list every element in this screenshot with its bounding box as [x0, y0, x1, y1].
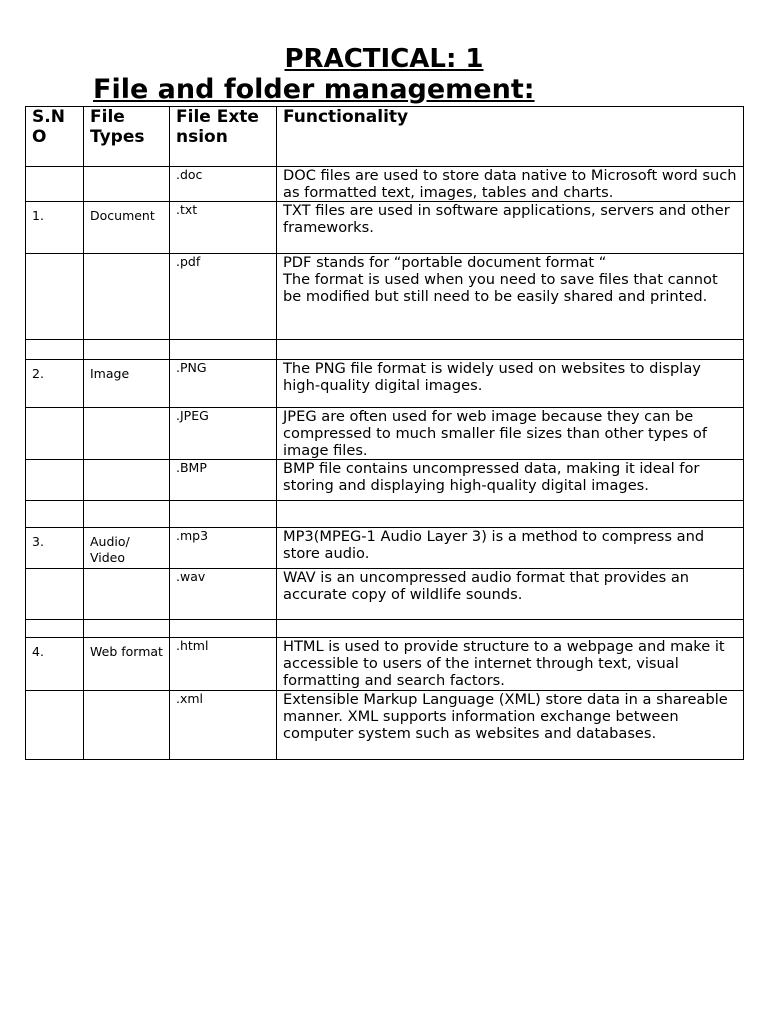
cell-extension: .html	[170, 638, 277, 691]
cell-functionality: HTML is used to provide structure to a webpage and make it accessible to users of the internet through text, visual formatting and search factors.	[277, 638, 744, 691]
table-spacer-row	[26, 340, 744, 360]
cell-file-type	[84, 408, 170, 460]
cell-file-type: Web format	[84, 638, 170, 691]
cell-file-type	[84, 569, 170, 620]
table-row	[26, 408, 744, 460]
cell-functionality: DOC files are used to store data native to Microsoft word such as formatted text, images, tables and charts.	[277, 167, 744, 202]
page-title: PRACTICAL: 1	[284, 44, 484, 74]
cell-functionality: WAV is an uncompressed audio format that provides an accurate copy of wildlife sounds.	[277, 569, 744, 620]
cell-file-type: Document	[84, 202, 170, 254]
cell-functionality: Extensible Markup Language (XML) store data in a shareable manner. XML supports information exchange between computer system such as websites and databases.	[277, 691, 744, 760]
cell-file-type	[84, 254, 170, 340]
cell-sno	[26, 254, 84, 340]
cell-extension	[170, 501, 277, 528]
table-row	[26, 254, 744, 340]
cell-functionality: The PNG file format is widely used on websites to display high-quality digital images.	[277, 360, 744, 408]
cell-extension	[170, 620, 277, 638]
cell-sno	[26, 408, 84, 460]
cell-extension: .doc	[170, 167, 277, 202]
table-header-row	[26, 107, 744, 167]
header-functionality: Functionality	[277, 107, 744, 167]
cell-sno	[26, 691, 84, 760]
header-file-types: File Types	[84, 107, 170, 167]
cell-extension: .pdf	[170, 254, 277, 340]
cell-sno: 4.	[26, 638, 84, 691]
cell-sno	[26, 501, 84, 528]
table-row	[26, 569, 744, 620]
cell-extension	[170, 340, 277, 360]
cell-file-type	[84, 691, 170, 760]
cell-sno: 1.	[26, 202, 84, 254]
table-row	[26, 202, 744, 254]
cell-extension: .wav	[170, 569, 277, 620]
cell-extension: .txt	[170, 202, 277, 254]
table-row	[26, 360, 744, 408]
cell-file-type	[84, 460, 170, 501]
cell-sno	[26, 569, 84, 620]
cell-file-type: Audio/ Video	[84, 528, 170, 569]
table-row	[26, 638, 744, 691]
cell-sno	[26, 167, 84, 202]
cell-sno	[26, 620, 84, 638]
cell-extension: .PNG	[170, 360, 277, 408]
table-row	[26, 528, 744, 569]
cell-extension: .BMP	[170, 460, 277, 501]
cell-sno	[26, 340, 84, 360]
cell-file-type	[84, 167, 170, 202]
cell-file-type	[84, 501, 170, 528]
cell-sno: 3.	[26, 528, 84, 569]
cell-sno	[26, 460, 84, 501]
cell-file-type	[84, 620, 170, 638]
table-spacer-row	[26, 620, 744, 638]
cell-functionality: BMP file contains uncompressed data, making it ideal for storing and displaying high-quality digital images.	[277, 460, 744, 501]
header-sno: S.NO	[26, 107, 84, 167]
cell-file-type: Image	[84, 360, 170, 408]
cell-extension: .mp3	[170, 528, 277, 569]
cell-sno: 2.	[26, 360, 84, 408]
cell-functionality: PDF stands for “portable document format “ The format is used when you need to save files that cannot be modified but still need to be easily shared and printed.	[277, 254, 744, 340]
cell-functionality: MP3(MPEG-1 Audio Layer 3) is a method to compress and store audio.	[277, 528, 744, 569]
cell-functionality	[277, 340, 744, 360]
table-row	[26, 167, 744, 202]
cell-functionality: JPEG are often used for web image because they can be compressed to much smaller file sizes than other types of image files.	[277, 408, 744, 460]
cell-extension: .xml	[170, 691, 277, 760]
header-file-extension: File Extension	[170, 107, 277, 167]
file-types-table	[25, 106, 744, 760]
cell-functionality: TXT files are used in software applications, servers and other frameworks.	[277, 202, 744, 254]
table-row	[26, 460, 744, 501]
cell-extension: .JPEG	[170, 408, 277, 460]
cell-file-type	[84, 340, 170, 360]
cell-functionality	[277, 620, 744, 638]
table-spacer-row	[26, 501, 744, 528]
cell-functionality	[277, 501, 744, 528]
table-row	[26, 691, 744, 760]
page-subtitle: File and folder management:	[93, 74, 535, 105]
